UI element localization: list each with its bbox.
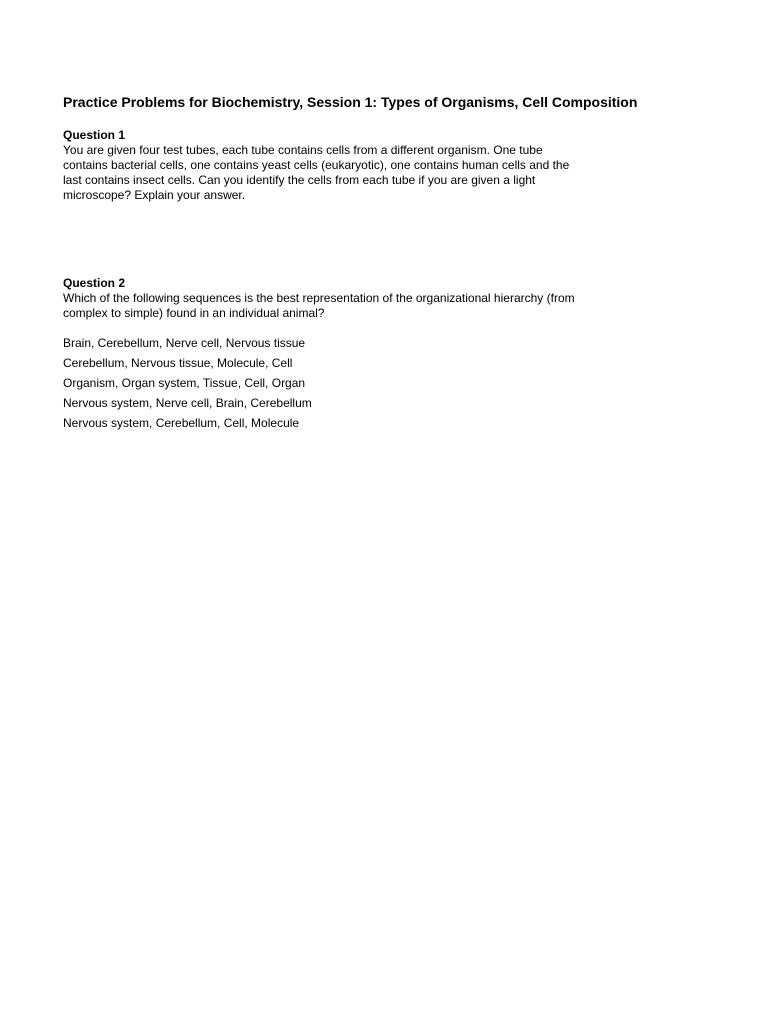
question-2-heading: Question 2 (63, 276, 126, 290)
question-1-line: microscope? Explain your answer. (63, 188, 246, 202)
question-1-heading: Question 1 (63, 128, 126, 142)
answer-option: Nervous system, Cerebellum, Cell, Molecule (63, 416, 300, 430)
answer-option: Organism, Organ system, Tissue, Cell, Organ (63, 376, 306, 390)
question-2-line: Which of the following sequences is the best representation of the organizational hierarchy (from (63, 291, 575, 305)
question-1-line: last contains insect cells. Can you identify the cells from each tube if you are given a light (63, 173, 536, 187)
question-1-text (63, 143, 623, 203)
document-title: Practice Problems for Biochemistry, Session 1: Types of Organisms, Cell Composition (63, 94, 638, 110)
question-1-line: contains bacterial cells, one contains yeast cells (eukaryotic), one contains human cells and the (63, 158, 570, 172)
answer-option: Nervous system, Nerve cell, Brain, Cerebellum (63, 396, 312, 410)
question-1-line: You are given four test tubes, each tube contains cells from a different organism. One tube (63, 143, 543, 157)
question-2-text (63, 291, 623, 321)
answer-option: Brain, Cerebellum, Nerve cell, Nervous tissue (63, 336, 306, 350)
answer-option: Cerebellum, Nervous tissue, Molecule, Cell (63, 356, 293, 370)
question-2-options (63, 336, 312, 436)
question-2-line: complex to simple) found in an individual animal? (63, 306, 325, 320)
